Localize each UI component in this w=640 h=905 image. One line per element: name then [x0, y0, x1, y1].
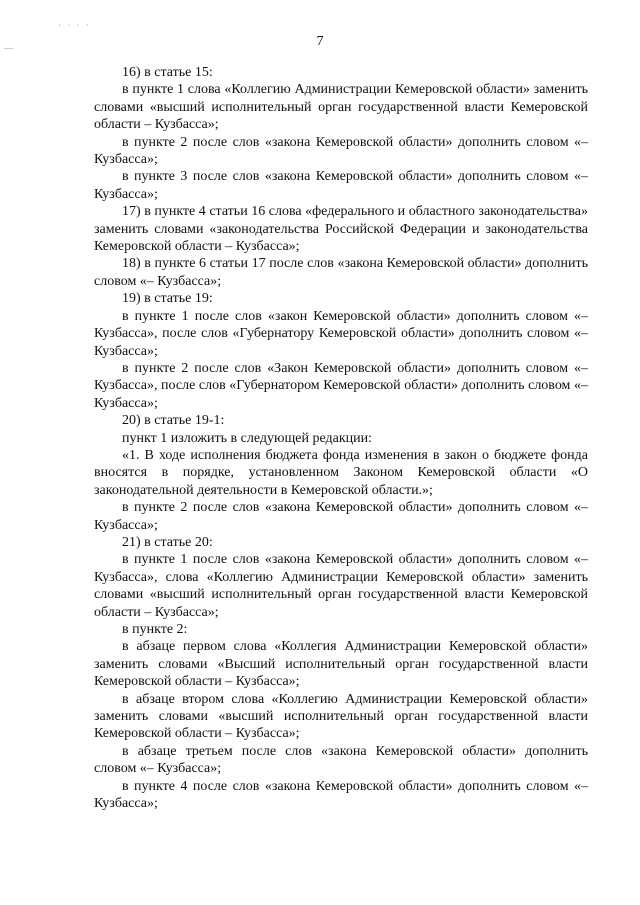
paragraph: в пункте 4 после слов «закона Кемеровской области» дополнить словом «– Кузбасса»; [94, 778, 588, 812]
page-number: 7 [316, 34, 324, 49]
paragraph: в пункте 2 после слов «закона Кемеровской области» дополнить словом «– Кузбасса»; [94, 500, 588, 533]
document-body [94, 64, 588, 812]
paragraph: «1. В ходе исполнения бюджета фонда изменения в закон о бюджете фонда вносятся в порядке, установленном Законом Кемеровской области «О законодательной деятельности в Кемеровской области.»; [94, 447, 588, 498]
paragraph: в абзаце первом слова «Коллегия Администрации Кемеровской области» заменить словами «Высший исполнительный орган государственной власти Кемеровской области – Кузбасса»; [94, 639, 588, 690]
paragraph: 16) в статье 15: [122, 65, 213, 80]
paragraph: в пункте 2 после слов «закона Кемеровской области» дополнить словом «– Кузбасса»; [94, 134, 588, 168]
paragraph: в абзаце втором слова «Коллегию Администрации Кемеровской области» заменить словами «высший исполнительный орган государственной власти Кемеровской области – Кузбасса»; [94, 691, 588, 742]
paragraph: пункт 1 изложить в следующей редакции: [122, 430, 372, 446]
scan-artifact: · · · · [58, 20, 91, 30]
paragraph: в пункте 2: [122, 622, 188, 637]
paragraph: 19) в статье 19: [122, 291, 213, 307]
paragraph: в пункте 2 после слов «Закон Кемеровской области» дополнить словом «– Кузбасса», после слов «Губернатором Кемеровской области» дополнить словом «– Кузбасса»; [94, 360, 588, 411]
paragraph: в пункте 1 после слов «закона Кемеровской области» дополнить словом «– Кузбасса», слова «Коллегию Администрации Кемеровской области» заменить словами «высший исполнительный орган государственной власти Кемеровской области – Кузбасса»; [94, 552, 588, 620]
paragraph: в пункте 1 после слов «закон Кемеровской области» дополнить словом «– Кузбасса», после слов «Губернатору Кемеровской области» дополнить словом «– Кузбасса»; [94, 308, 588, 359]
paragraph: 17) в пункте 4 статьи 16 слова «федерального и областного законодательства» заменить словами «законодательства Российской Федерации и законодательства Кемеровской области – Кузбасса»; [94, 204, 588, 255]
paragraph: 18) в пункте 6 статьи 17 после слов «закона Кемеровской области» дополнить словом «– Кузбасса»; [94, 256, 588, 289]
scan-artifact: — [4, 43, 15, 53]
paragraph: в пункте 1 слова «Коллегию Администрации Кемеровской области» заменить словами «высший исполнительный орган государственной власти Кемеровской области – Кузбасса»; [94, 82, 588, 133]
paragraph: в пункте 3 после слов «закона Кемеровской области» дополнить словом «– Кузбасса»; [94, 169, 588, 202]
paragraph: 21) в статье 20: [122, 534, 213, 550]
paragraph: в абзаце третьем после слов «закона Кемеровской области» дополнить словом «– Кузбасса»; [94, 743, 588, 777]
paragraph: 20) в статье 19-1: [122, 413, 225, 429]
